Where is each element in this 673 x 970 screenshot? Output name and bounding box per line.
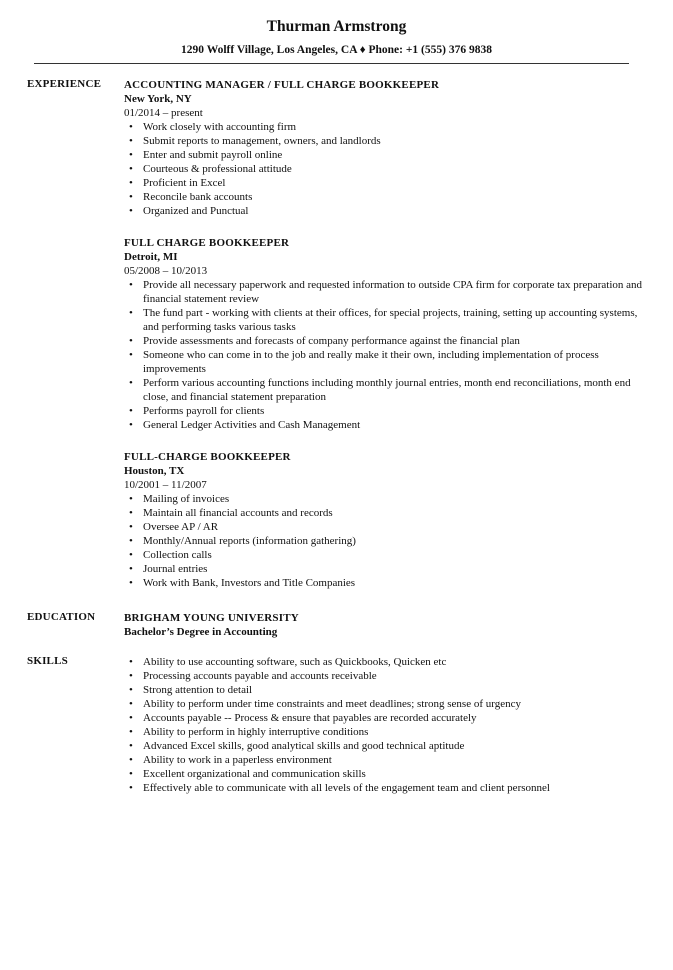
bullet-item: • Proficient in Excel [124,176,644,190]
job-location: Detroit, MI [124,251,178,263]
job-bullets [124,120,644,218]
bullet-item: • Provide assessments and forecasts of company performance against the financial plan [124,334,644,348]
school-name: BRIGHAM YOUNG UNIVERSITY [124,612,299,624]
job-title: ACCOUNTING MANAGER / FULL CHARGE BOOKKEEPER [124,79,440,91]
skill-item: • Effectively able to communicate with all levels of the engagement team and client personnel [124,781,644,795]
job-title: FULL-CHARGE BOOKKEEPER [124,451,291,463]
degree: Bachelor’s Degree in Accounting [124,626,278,638]
bullet-item: • Someone who can come in to the job and really make it their own, including implementation of process improvements [124,348,644,376]
section-label-skills: SKILLS [27,655,68,667]
section-label-education: EDUCATION [27,611,96,623]
skills-entry [124,655,644,795]
bullet-item: • Perform various accounting functions including monthly journal entries, month end reconciliations, month end close, and financial statement preparation [124,376,644,404]
job-title: FULL CHARGE BOOKKEEPER [124,237,290,249]
skill-item: • Ability to perform under time constraints and meet deadlines; strong sense of urgency [124,697,644,711]
bullet-item: • Journal entries [124,562,644,576]
skill-item: • Ability to work in a paperless environment [124,753,644,767]
skill-item: • Ability to perform in highly interruptive conditions [124,725,644,739]
bullet-item: • Provide all necessary paperwork and requested information to outside CPA firm for corporate tax preparation and financial statement review [124,278,644,306]
job-entry [124,78,644,218]
header-divider [34,63,629,64]
bullet-item: • Maintain all financial accounts and records [124,506,644,520]
skill-item: • Accounts payable -- Process & ensure that payables are recorded accurately [124,711,644,725]
skill-item: • Advanced Excel skills, good analytical skills and good technical aptitude [124,739,644,753]
bullet-item: • General Ledger Activities and Cash Management [124,418,644,432]
bullet-item: • Work closely with accounting firm [124,120,644,134]
resume-name: Thurman Armstrong [266,18,407,35]
skill-item: • Ability to use accounting software, such as Quickbooks, Quicken etc [124,655,644,669]
job-dates: 10/2001 – 11/2007 [124,479,207,491]
skill-item: • Excellent organizational and communication skills [124,767,644,781]
bullet-item: • The fund part - working with clients at their offices, for special projects, training, setting up accounting systems, and performing tasks various tasks [124,306,644,334]
skill-item: • Processing accounts payable and accounts receivable [124,669,644,683]
skill-item: • Strong attention to detail [124,683,644,697]
section-label-experience: EXPERIENCE [27,78,102,90]
bullet-item: • Submit reports to management, owners, and landlords [124,134,644,148]
job-entry [124,236,644,432]
bullet-item: • Organized and Punctual [124,204,644,218]
bullet-item: • Courteous & professional attitude [124,162,644,176]
bullet-item: • Mailing of invoices [124,492,644,506]
bullet-item: • Work with Bank, Investors and Title Companies [124,576,644,590]
job-dates: 01/2014 – present [124,107,203,119]
bullet-item: • Performs payroll for clients [124,404,644,418]
job-dates: 05/2008 – 10/2013 [124,265,208,277]
job-bullets [124,278,644,432]
bullet-item: • Oversee AP / AR [124,520,644,534]
job-entry [124,450,644,590]
contact-line: 1290 Wolff Village, Los Angeles, CA ♦ Phone: +1 (555) 376 9838 [181,44,492,56]
bullet-item: • Reconcile bank accounts [124,190,644,204]
job-location: New York, NY [124,93,192,105]
bullet-item: • Monthly/Annual reports (information gathering) [124,534,644,548]
bullet-item: • Collection calls [124,548,644,562]
skills-list [124,655,644,795]
bullet-item: • Enter and submit payroll online [124,148,644,162]
education-entry [124,611,644,639]
job-bullets [124,492,644,590]
job-location: Houston, TX [124,465,185,477]
